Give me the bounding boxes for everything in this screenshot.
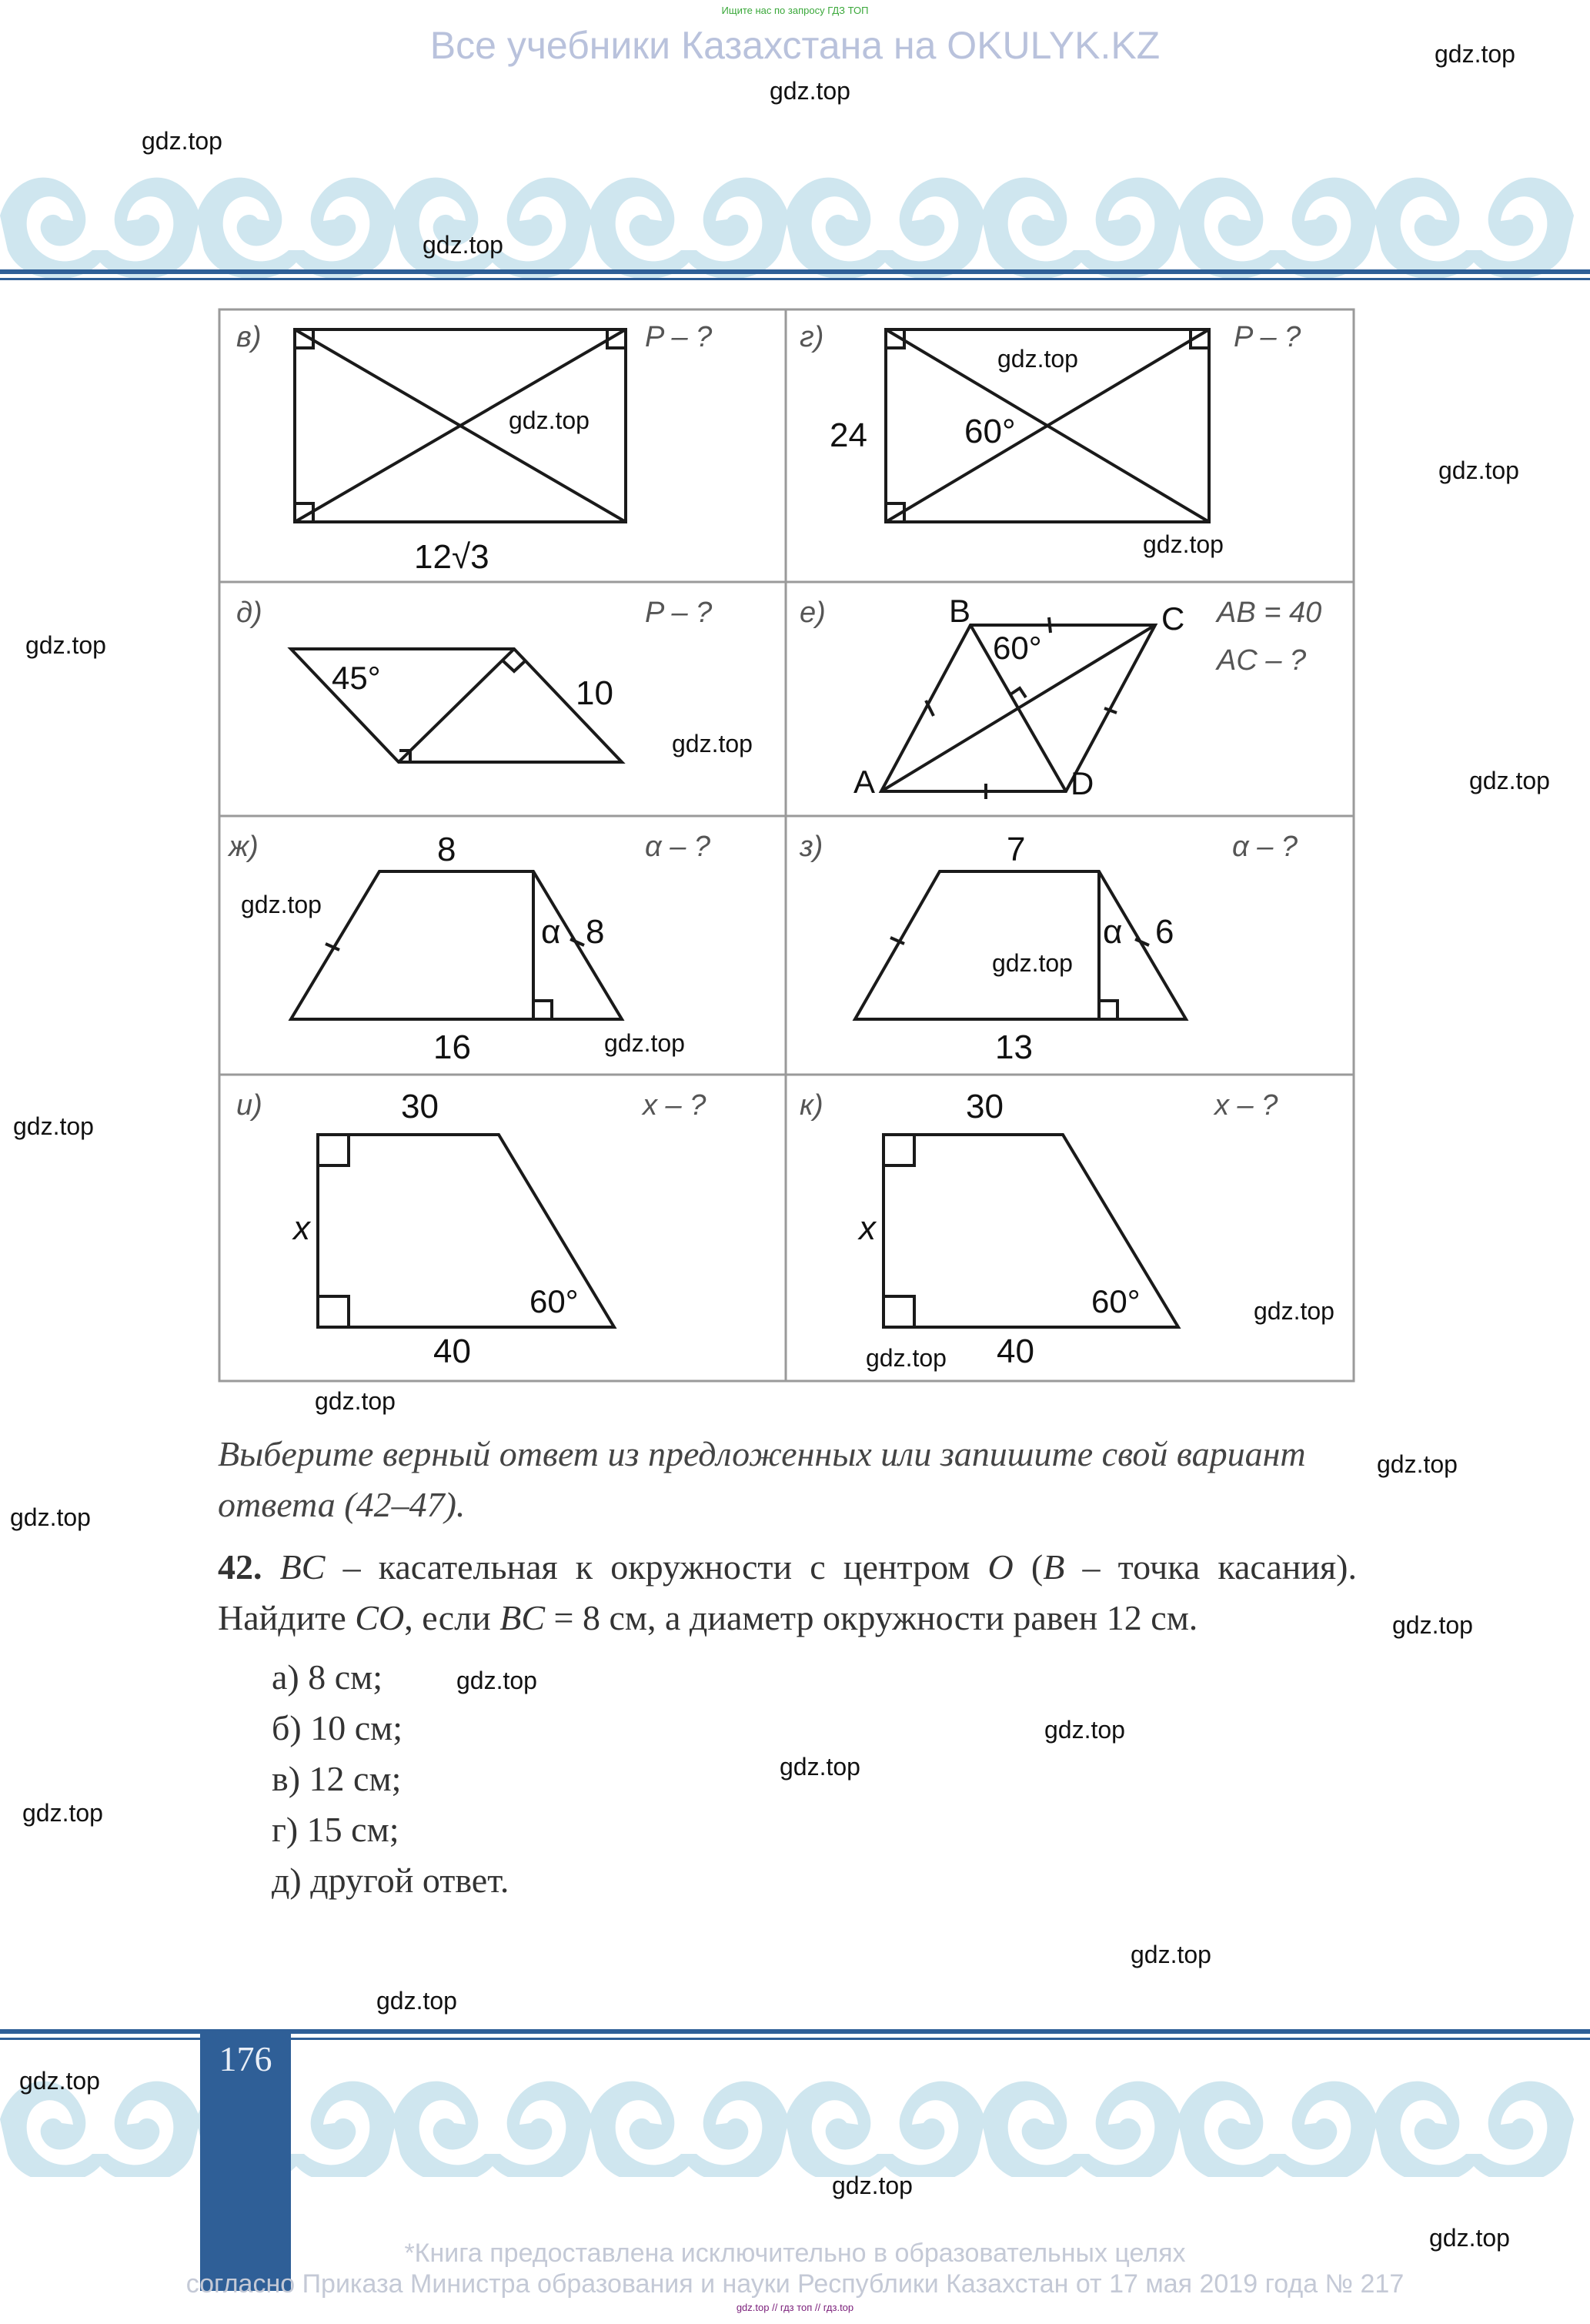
problem-seg-bc-2: BC xyxy=(499,1598,546,1637)
problem-seg-7: , если xyxy=(404,1598,500,1637)
figure-e-angle: 60° xyxy=(993,630,1042,666)
answer-option-d[interactable]: д) другой ответ. xyxy=(272,1861,509,1900)
figure-k-angle: 60° xyxy=(1091,1283,1141,1319)
figure-zh-label: ж) xyxy=(229,831,259,863)
watermark: gdz.top xyxy=(1131,1941,1211,1968)
problem-number: 42. xyxy=(218,1547,262,1587)
figure-g-angle: 60° xyxy=(964,413,1016,450)
figure-zh-question: α – ? xyxy=(645,831,711,863)
figure-zh-bottom: 16 xyxy=(433,1028,471,1066)
watermark: gdz.top xyxy=(509,406,590,434)
figure-e-point-c: C xyxy=(1161,600,1185,637)
watermark: gdz.top xyxy=(866,1344,947,1372)
problem-42 xyxy=(218,1542,1357,1644)
watermark: gdz.top xyxy=(604,1029,685,1057)
figure-z-bottom: 13 xyxy=(995,1028,1033,1066)
answer-option-g[interactable]: г) 15 см; xyxy=(272,1810,399,1849)
watermark: gdz.top xyxy=(241,891,322,918)
figure-zh-top: 8 xyxy=(437,831,456,868)
problem-seg-b: B xyxy=(1043,1547,1065,1587)
figure-v-question: P – ? xyxy=(645,321,713,353)
top-band-line-2 xyxy=(0,278,1590,280)
ornament-pattern xyxy=(0,178,1574,279)
problem-seg-co: CO xyxy=(355,1598,405,1637)
figure-i-question: x – ? xyxy=(643,1089,706,1122)
footer-line-2: согласно Приказа Министра образования и науки Республики Казахстан от 17 мая 2019 года № 217 xyxy=(185,2269,1405,2299)
figure-zh-side: 8 xyxy=(586,913,605,951)
watermark: gdz.top xyxy=(832,2172,913,2199)
figure-e-point-d: D xyxy=(1071,765,1094,801)
watermark: gdz.top xyxy=(1392,1611,1473,1639)
figure-i-label: и) xyxy=(236,1089,262,1122)
problem-seg-o: O xyxy=(987,1547,1014,1587)
watermark: gdz.top xyxy=(1377,1450,1458,1478)
figure-d-question: P – ? xyxy=(645,597,713,629)
watermark: gdz.top xyxy=(1438,456,1519,484)
watermark: gdz.top xyxy=(672,730,753,757)
figure-g-label: г) xyxy=(800,321,824,353)
watermark: gdz.top xyxy=(780,1753,860,1781)
figure-k-label: к) xyxy=(800,1089,823,1122)
watermark: gdz.top xyxy=(1435,40,1515,68)
footer-line-3: gdz.top // гдз топ // гдз.top xyxy=(736,2302,854,2313)
watermark: gdz.top xyxy=(10,1503,91,1531)
top-ornament-band xyxy=(0,135,1590,289)
figure-zh-alpha: α xyxy=(541,913,561,951)
problem-seg-3: ( xyxy=(1013,1547,1044,1587)
figure-d-label: д) xyxy=(236,597,262,629)
problem-seg-5: – точка касания). Найдите xyxy=(218,1547,1357,1637)
figure-i-angle: 60° xyxy=(529,1283,579,1319)
figure-d-angle: 45° xyxy=(332,660,381,696)
figure-i-bottom: 40 xyxy=(433,1333,471,1370)
figure-z-label: з) xyxy=(800,831,823,863)
figure-e-question-2: AC – ? xyxy=(1217,644,1307,677)
figure-k-bottom: 40 xyxy=(997,1333,1034,1370)
watermark: gdz.top xyxy=(770,77,850,105)
figure-z-alpha: α xyxy=(1103,913,1123,951)
instruction-text: Выберите верный ответ из предложенных или запишите свой вариант ответа (42–47). xyxy=(218,1434,1306,1524)
figure-i-x: x xyxy=(293,1209,310,1247)
figure-g-side: 24 xyxy=(830,416,867,454)
figure-e-point-a: A xyxy=(853,764,876,800)
site-title[interactable]: Все учебники Казахстана на OKULYK.KZ xyxy=(429,24,1161,67)
watermark: gdz.top xyxy=(13,1112,94,1140)
watermark: gdz.top xyxy=(1469,767,1550,794)
figure-z-side: 6 xyxy=(1155,913,1174,951)
watermark: gdz.top xyxy=(1044,1716,1125,1744)
watermark: gdz.top xyxy=(19,2067,100,2095)
answer-option-b[interactable]: б) 10 см; xyxy=(272,1708,403,1747)
page-number: 176 xyxy=(219,2039,272,2078)
figure-k-top: 30 xyxy=(966,1088,1004,1125)
watermark: gdz.top xyxy=(997,345,1078,373)
figure-v-label: в) xyxy=(236,321,262,353)
watermark: gdz.top xyxy=(142,127,222,155)
figure-e-question: AB = 40 xyxy=(1217,597,1322,629)
figure-e-label: е) xyxy=(800,597,826,629)
figure-i-top: 30 xyxy=(401,1088,439,1125)
watermark: gdz.top xyxy=(423,231,503,259)
watermark: gdz.top xyxy=(22,1799,103,1827)
problem-seg-bc: BC xyxy=(279,1547,326,1587)
watermark: gdz.top xyxy=(25,631,106,659)
problem-seg-9: = 8 см, а диаметр окружности равен 12 см. xyxy=(545,1598,1198,1637)
watermark: gdz.top xyxy=(992,949,1073,977)
figure-z-top: 7 xyxy=(1007,831,1026,868)
figure-d-side: 10 xyxy=(576,674,613,712)
figure-z-question: α – ? xyxy=(1232,831,1298,863)
figure-k-x: x xyxy=(859,1209,876,1247)
watermark: gdz.top xyxy=(1254,1297,1334,1325)
watermark: gdz.top xyxy=(315,1387,396,1415)
figures-grid xyxy=(218,308,1357,1386)
top-note: Ищите нас по запросу ГДЗ ТОП xyxy=(721,5,869,16)
watermark: gdz.top xyxy=(1143,530,1224,558)
answer-option-a[interactable]: а) 8 см; xyxy=(272,1657,383,1697)
watermark: gdz.top xyxy=(456,1667,537,1694)
problem-seg-1: – касательная к окружности с центром xyxy=(325,1547,988,1587)
answer-option-v[interactable]: в) 12 см; xyxy=(272,1759,402,1798)
figure-g-question: P – ? xyxy=(1234,321,1301,353)
top-band-line-1 xyxy=(0,269,1590,274)
figure-k-question: x – ? xyxy=(1214,1089,1278,1122)
figure-e-point-b: B xyxy=(949,593,971,629)
watermark: gdz.top xyxy=(1429,2224,1510,2252)
figure-v-side: 12√3 xyxy=(414,538,489,576)
watermark: gdz.top xyxy=(376,1987,457,2015)
footer-line-1: *Книга предоставлена исключительно в образовательных целях xyxy=(404,2239,1186,2268)
